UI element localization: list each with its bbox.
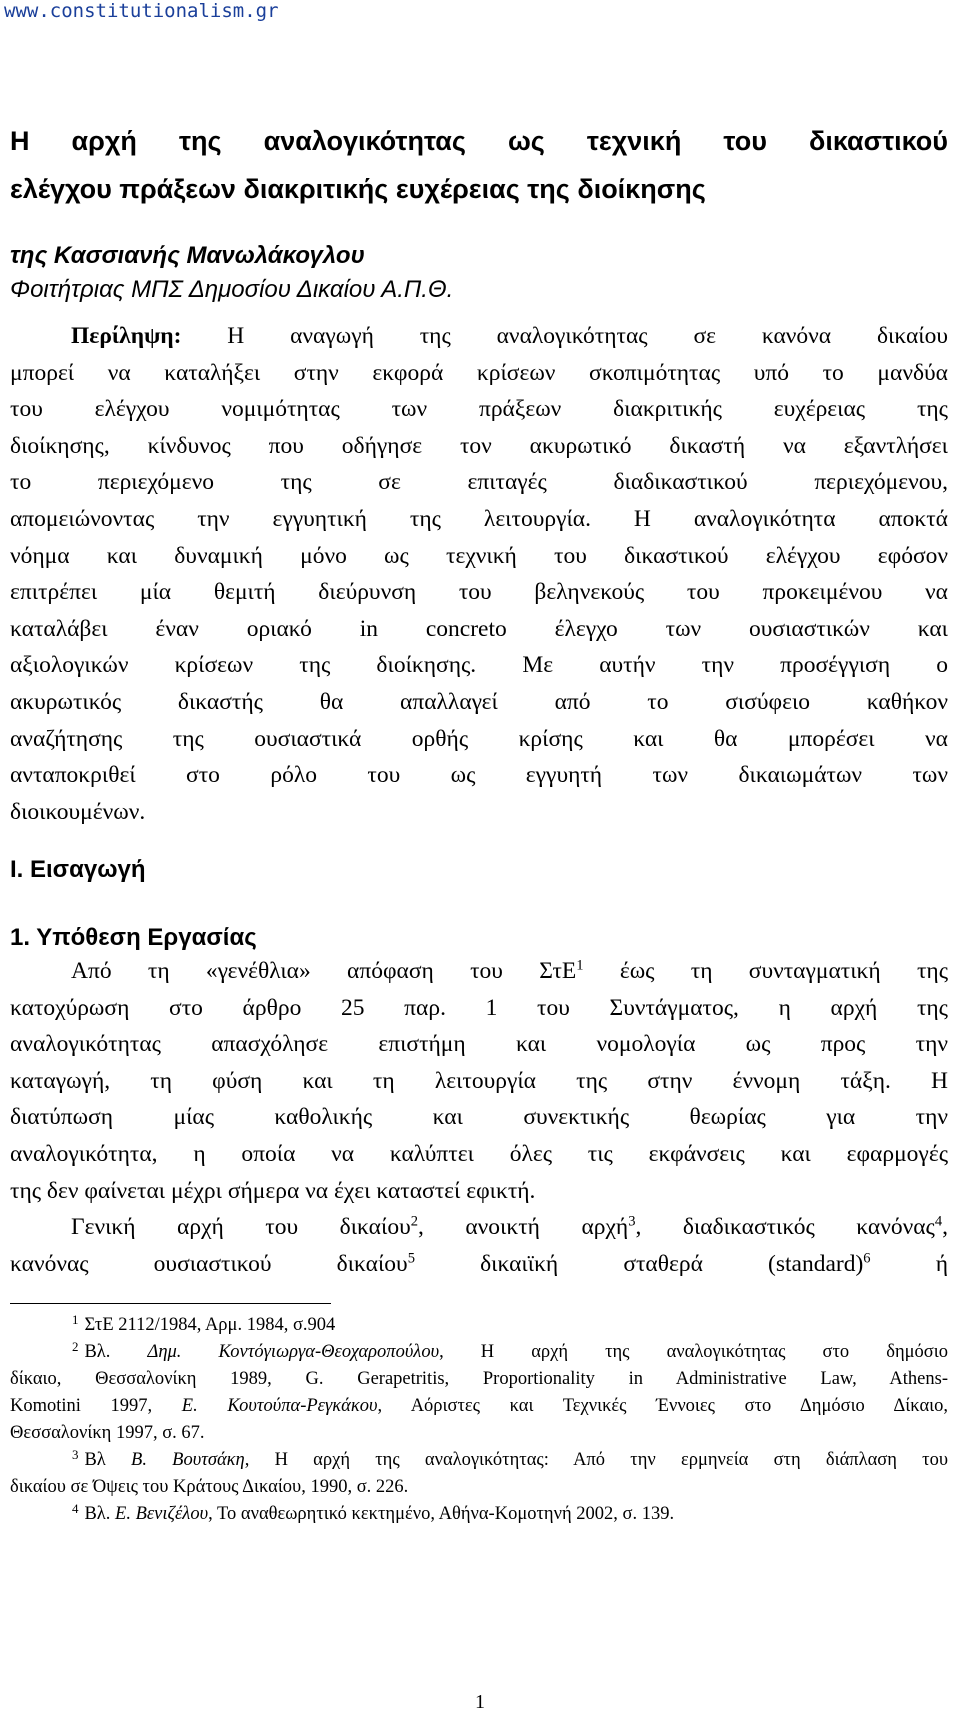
title-line-1: Η αρχή της αναλογικότητας ως τεχνική του δικαστικού xyxy=(10,126,948,156)
footnote-ref-5[interactable]: 5 xyxy=(407,1250,415,1267)
section-heading: Ι. Εισαγωγή xyxy=(10,856,146,883)
footnote-4: $^4$ Βλ. Ε. Βενιζέλου, Το αναθεωρητικό κεκτημένο, Αθήνα-Κομοτηνή 2002, σ. 139. xyxy=(72,1500,675,1524)
body-line: της δεν φαίνεται μέχρι σήμερα να έχει καταστεί εφικτή. xyxy=(10,1177,536,1204)
body-line: κατοχύρωση στο άρθρο 25 παρ. 1 του Συντάγματος, η αρχή της xyxy=(10,994,948,1021)
abstract-line: αναζήτησης της ουσιαστικά ορθής κρίσης και θα μπορέσει να xyxy=(10,725,948,752)
footnotes xyxy=(10,1312,948,1528)
footnote-3-line: δικαίου σε Όψεις του Κράτους Δικαίου, 1990, σ. 226. xyxy=(10,1477,409,1497)
abstract-line: του ελέγχου νομιμότητας των πράξεων διακριτικής ευχέρειας της xyxy=(10,396,948,423)
footnote-ref-6[interactable]: 6 xyxy=(863,1250,871,1267)
subsection-heading: 1. Υπόθεση Εργασίας xyxy=(10,924,257,951)
body-line: αναλογικότητας απασχόλησε επιστήμη και νομολογία ως προς την xyxy=(10,1031,948,1058)
abstract-line: το περιεχόμενο της σε επιταγές διαδικαστικού περιεχόμενου, xyxy=(10,469,948,496)
footnote-ref-2[interactable]: 2 xyxy=(410,1213,418,1230)
abstract-line: απομειώνοντας την εγγυητική της λειτουργία. Η αναλογικότητα αποκτά xyxy=(10,505,948,532)
title-line-2: ελέγχου πράξεων διακριτικής ευχέρειας της διοίκησης xyxy=(10,174,706,204)
abstract-line: επιτρέπει μία θεμιτή διεύρυνση του βεληνεκούς του προκειμένου να xyxy=(10,579,948,606)
body-line: Γενική αρχή του δικαίου$^2$, ανοικτή αρχή$^3$, διαδικαστικός κανόνας$^4$, xyxy=(71,1213,948,1241)
document-title xyxy=(10,117,948,213)
abstract-line: ακυρωτικός δικαστής θα απαλλαγεί από το σισύφειο καθήκον xyxy=(10,688,948,715)
abstract-line: διοίκησης, κίνδυνος που οδήγησε τον ακυρωτικό δικαστή να εξαντλήσει xyxy=(10,432,948,459)
abstract-text: Η αναγωγή της αναλογικότητας σε κανόνα δικαίου xyxy=(227,323,949,349)
body-line: κανόνας ουσιαστικού δικαίου$^5$ δικαιϊκή σταθερά (standard)$^6$ ή xyxy=(10,1250,948,1277)
abstract-line: καταλάβει έναν οριακό in concreto έλεγχο των ουσιαστικών και xyxy=(10,615,948,642)
abstract-line: αξιολογικών κρίσεων της διοίκησης. Με αυτήν την προσέγγιση ο xyxy=(10,652,948,679)
footnote-ref-4[interactable]: 4 xyxy=(934,1213,943,1230)
footnote-2: $^2$ Βλ. Δημ. Κοντόγιωργα-Θεοχαροπούλου, Η αρχή της αναλογικότητας στο δημόσιο xyxy=(72,1338,948,1362)
body-line: καταγωγή, τη φύση και τη λειτουργία της στην έννομη τάξη. Η xyxy=(10,1067,948,1094)
footnote-ref-1[interactable]: 1 xyxy=(576,957,584,974)
footnote-3: $^3$ Βλ Β. Βουτσάκη, Η αρχή της αναλογικότητας: Από την ερμηνεία στη διάπλαση του xyxy=(72,1446,949,1470)
footnote-2-line: Komotini 1997, Ε. Κουτούπα-Ρεγκάκου, Αόριστες και Τεχνικές Έννοιες στο Δημόσιο Δίκαιο, xyxy=(10,1396,948,1416)
abstract xyxy=(10,318,948,830)
body-paragraph xyxy=(10,953,948,1282)
author-name: της Κασσιανής Μανωλάκογλου xyxy=(10,242,365,269)
abstract-line: ανταποκριθεί στο ρόλο του ως εγγυητή των δικαιωμάτων των xyxy=(10,762,948,789)
author-affiliation: Φοιτήτριας ΜΠΣ Δημοσίου Δικαίου Α.Π.Θ. xyxy=(10,276,454,303)
abstract-line: διοικουμένων. xyxy=(10,798,146,825)
abstract-line: μπορεί να καταλήξει στην εκφορά κρίσεων σκοπιμότητας υπό το μανδύα xyxy=(10,359,948,386)
body-line: Από τη «γενέθλια» απόφαση του ΣτΕ$^1$ έως τη συνταγματική της xyxy=(71,957,948,984)
abstract-line: νόημα και δυναμική μόνο ως τεχνική του δικαστικού ελέγχου εφόσον xyxy=(10,542,948,569)
header-url: www.constitutionalism.gr xyxy=(4,0,279,22)
footnote-2-line: δίκαιο, Θεσσαλονίκη 1989, G. Gerapetritis, Proportionality in Administrative Law, Athens- xyxy=(10,1369,948,1389)
abstract-line xyxy=(10,318,948,355)
footnote-separator xyxy=(10,1303,331,1304)
body-line: διατύπωση μίας καθολικής και συνεκτικής θεωρίας για την xyxy=(10,1104,948,1131)
footnote-ref-3[interactable]: 3 xyxy=(628,1213,636,1230)
abstract-label: Περίληψη: xyxy=(71,323,182,349)
footnote-2-line: Θεσσαλονίκη 1997, σ. 67. xyxy=(10,1423,205,1443)
footnote-1: $^1$ ΣτΕ 2112/1984, Αρμ. 1984, σ.904 xyxy=(72,1311,336,1335)
page-number: 1 xyxy=(475,1691,485,1713)
body-line: αναλογικότητα, η οποία να καλύπτει όλες τις εκφάνσεις και εφαρμογές xyxy=(10,1140,948,1167)
